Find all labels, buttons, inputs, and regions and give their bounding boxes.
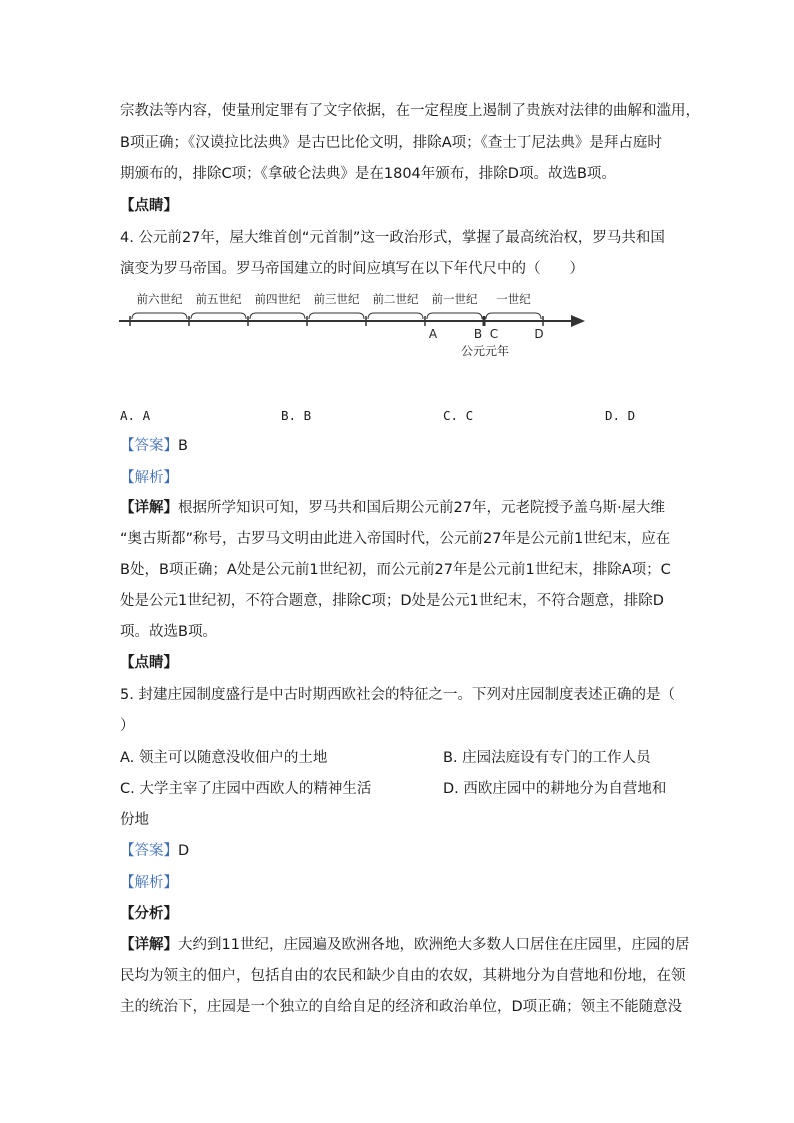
option-d-cont: 份地 xyxy=(120,812,149,828)
timeline-point-label: B xyxy=(473,327,483,341)
century-bracket xyxy=(191,313,246,319)
detail-line: 项。故选B项。 xyxy=(120,624,217,640)
century-label: 前二世纪 xyxy=(372,292,419,306)
option-a: A. 领主可以随意没收佃户的土地 xyxy=(120,750,328,766)
century-label: 前三世纪 xyxy=(313,292,360,306)
timeline-point-label: C xyxy=(489,327,499,341)
era-label: 公元元年 xyxy=(460,344,510,358)
answer-row xyxy=(120,436,188,456)
timeline-arrow xyxy=(571,315,585,327)
detail-line: 处是公元1世纪初，不符合题意，排除C项；D处是公元1世纪末，不符合题意，排除D xyxy=(120,593,664,609)
detail-text: 大约到11世纪，庄园遍及欧洲各地，欧洲绝大多数人口居住在庄园里，庄园的居 xyxy=(178,937,690,953)
text-line: 宗教法等内容，使量刑定罪有了文字依据，在一定程度上遏制了贵族对法律的曲解和滥用， xyxy=(120,103,700,119)
dianjing-heading: 【点睛】 xyxy=(120,655,178,671)
question-5-stem-cont: ） xyxy=(120,718,135,734)
question-5-stem: 5. 封建庄园制度盛行是中古时期西欧社会的特征之一。下列对庄园制度表述正确的是（ xyxy=(120,687,675,703)
timeline-point-label: A xyxy=(428,327,438,341)
century-bracket xyxy=(486,313,541,319)
answer-value: D xyxy=(178,843,190,859)
timeline-point-label: D xyxy=(534,327,544,341)
detail-line xyxy=(120,498,665,518)
text-line: B项正确；《汉谟拉比法典》是古巴比伦文明，排除A项；《查士丁尼法典》是拜占庭时 xyxy=(120,135,662,151)
century-label: 一世纪 xyxy=(496,292,531,306)
option-c: C. 大学主宰了庄园中西欧人的精神生活 xyxy=(120,781,372,797)
century-brackets xyxy=(132,292,541,319)
answer-tag: 【答案】 xyxy=(120,438,178,454)
timeline-points xyxy=(429,327,544,341)
answer-value: B xyxy=(178,438,188,454)
century-label: 前四世纪 xyxy=(254,292,301,306)
century-bracket xyxy=(250,313,305,319)
question-4-stem-cont: 演变为罗马帝国。罗马帝国建立的时间应填写在以下年代尺中的（ ） xyxy=(120,261,584,277)
option-d: D. 西欧庄园中的耕地分为自营地和 xyxy=(443,781,667,797)
detail-line: B处，B项正确；A处是公元前1世纪初，而公元前27年是公元前1世纪末，排除A项；C xyxy=(120,562,671,578)
detail-line: 民均为领主的佃户，包括自由的农民和缺少自由的农奴，其耕地分为自营地和份地，在领 xyxy=(120,968,686,984)
option-b: B. B xyxy=(281,408,312,423)
question-4-stem: 4. 公元前27年，屋大维首创“元首制”这一政治形式，掌握了最高统治权，罗马共和国 xyxy=(120,230,665,246)
option-a: A. A xyxy=(120,408,151,423)
option-b: B. 庄园法庭设有专门的工作人员 xyxy=(443,750,651,766)
answer-row xyxy=(120,841,189,861)
detail-line: “奥古斯都”称号，古罗马文明由此进入帝国时代，公元前27年是公元前1世纪末，应在 xyxy=(120,531,671,547)
century-bracket xyxy=(427,313,482,319)
century-label: 前五世纪 xyxy=(195,292,242,306)
century-label: 前六世纪 xyxy=(136,292,183,306)
dianjing-heading: 【点睛】 xyxy=(120,198,178,214)
detail-text: 根据所学知识可知，罗马共和国后期公元前27年，元老院授予盖乌斯·屋大维 xyxy=(178,500,666,516)
detail-tag: 【详解】 xyxy=(120,500,178,516)
text-line: 期颁布的，排除C项；《拿破仑法典》是在1804年颁布，排除D项。故选B项。 xyxy=(120,166,616,182)
fenxi-heading: 【分析】 xyxy=(120,906,178,922)
timeline-figure xyxy=(115,285,595,365)
century-bracket xyxy=(132,313,187,319)
detail-line xyxy=(120,935,689,955)
century-label: 前一世纪 xyxy=(431,292,478,306)
option-d: D. D xyxy=(605,408,636,423)
century-bracket xyxy=(368,313,423,319)
answer-tag: 【答案】 xyxy=(120,843,178,859)
analysis-tag: 【解析】 xyxy=(120,470,178,486)
century-bracket xyxy=(309,313,364,319)
detail-tag: 【详解】 xyxy=(120,937,178,953)
detail-line: 主的统治下，庄园是一个独立的自给自足的经济和政治单位，D项正确；领主不能随意没 xyxy=(120,999,683,1015)
option-c: C. C xyxy=(443,408,474,423)
analysis-tag: 【解析】 xyxy=(120,875,178,891)
